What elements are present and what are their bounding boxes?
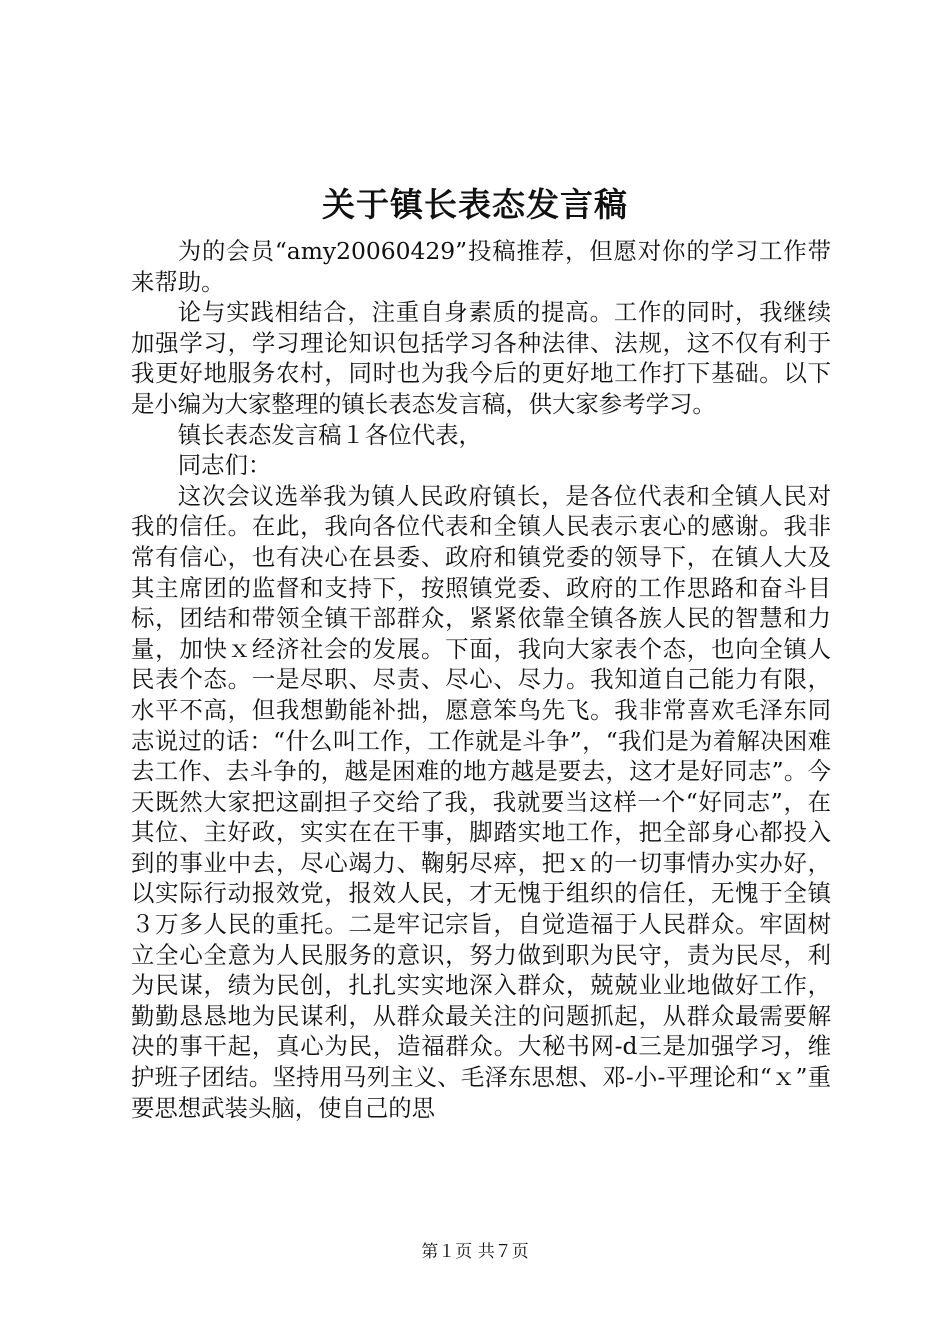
- paragraph-main-text: 这次会议选举我为镇人民政府镇长，是各位代表和全镇人民对我的信任。在此，我向各位代表和全镇人民表示衷心的感谢。我非常有信心，也有决心在县委、政府和镇党委的领导下，在镇人大及其主席团的监督和支持下，按照镇党委、政府的工作思路和奋斗目标，团结和带领全镇干部群众，紧紧依靠全镇各族人民的智慧和力量，加快ｘ经济社会的发展。下面，我向大家表个态，也向全镇人民表个态。一是尽职、尽责、尽心、尽力。我知道自己能力有限，水平不高，但我想勤能补拙，愿意笨鸟先飞。我非常喜欢毛泽东同志说过的话：“什么叫工作，工作就是斗争”，“我们是为着解决困难去工作、去斗争的，越是困难的地方越是要去，这才是好同志”。今天既然大家把这副担子交给了我，我就要当这样一个“好同志”，在其位、主好政，实实在在干事，脚踏实地工作，把全部身心都投入到的事业中去，尽心竭力、鞠躬尽瘁，把ｘ的一切事情办实办好，以实际行动报效党，报效人民，才无愧于组织的信任，无愧于全镇３万多人民的重托。二是牢记宗旨，自觉造福于人民群众。牢固树立全心全意为人民服务的意识，努力做到职为民守，责为民尽，利为民谋，绩为民创，扎扎实实地深入群众，兢兢业业地做好工作，勤勤恳恳地为民谋利，从群众最关注的问题抓起，从群众最需要解决的事干起，真心为民，造福群众。大秘书网-d三是加强学习，维护班子团结。坚持用马列主义、毛泽东思想、邓-小-平理论和“ｘ”重要思想武装头脑，使自己的思: [131, 481, 831, 1122]
- paragraph-speech-heading: 镇长表态发言稿１各位代表，: [177, 420, 482, 449]
- paragraph-salutation: 同志们：: [177, 451, 272, 480]
- document-title: 关于镇长表态发言稿: [322, 185, 628, 224]
- paragraph-intro: 为的会员“amy20060429”投稿推荐，但愿对你的学习工作带来帮助。: [131, 237, 831, 296]
- page-footer: 第１页 共７页: [421, 1242, 529, 1262]
- paragraph-summary: 论与实践相结合，注重自身素质的提高。工作的同时，我继续加强学习，学习理论知识包括学习各种法律、法规，这不仅有利于我更好地服务农村，同时也为我今后的更好地工作打下基础。以下是小编为大家整理的镇长表态发言稿，供大家参考学习。: [131, 298, 831, 418]
- document-body: [131, 236, 831, 1123]
